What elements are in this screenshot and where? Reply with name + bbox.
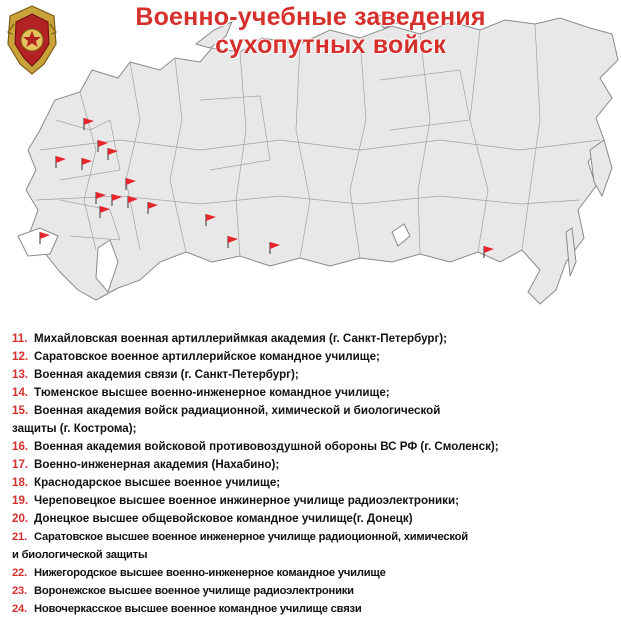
item-number: 17. xyxy=(12,458,29,471)
item-text-continuation: защиты (г. Кострома); xyxy=(12,422,137,435)
item-text: Михайловская военная артиллериймкая академия (г. Санкт-Петербург); xyxy=(34,332,448,345)
list-item xyxy=(0,528,621,564)
item-text: Череповецкое высшее военное инжинерное училище радиоэлектроники; xyxy=(34,494,459,507)
item-text: Донецкое высшее общевойсковое командное училище(г. Донецк) xyxy=(34,512,413,525)
item-number: 18. xyxy=(12,476,29,489)
page-title-line-1: Военно-учебные заведения xyxy=(135,3,486,31)
list-item xyxy=(0,384,621,402)
item-number: 11. xyxy=(12,332,28,345)
item-text: Военная академия связи (г. Санкт-Петербург); xyxy=(34,368,299,381)
item-text: Новочеркасское высшее военное командное училище связи xyxy=(34,603,362,615)
list-item xyxy=(0,564,621,582)
schools-list xyxy=(0,330,621,618)
list-item xyxy=(0,600,621,618)
item-number: 12. xyxy=(12,350,29,363)
item-text-continuation: и биологической защиты xyxy=(12,549,148,561)
item-text: Военная академия войсковой противовоздушной обороны ВС РФ (г. Смоленск); xyxy=(34,440,499,453)
item-number: 22. xyxy=(12,567,27,579)
item-number: 21. xyxy=(12,531,27,543)
item-text: Саратовское военное артиллерийское командное училище; xyxy=(34,350,380,363)
item-number: 20. xyxy=(12,512,29,525)
item-text: Тюменское высшее военно-инженерное командное училище; xyxy=(34,386,390,399)
list-item xyxy=(0,456,621,474)
page-title-line-2: сухопутных войск xyxy=(215,31,446,59)
item-number: 14. xyxy=(12,386,29,399)
item-text: Военно-инженерная академия (Нахабино); xyxy=(34,458,280,471)
list-item xyxy=(0,366,621,384)
item-number: 23. xyxy=(12,585,27,597)
list-item xyxy=(0,402,621,438)
list-item xyxy=(0,474,621,492)
item-number: 24. xyxy=(12,603,27,615)
list-item xyxy=(0,348,621,366)
item-number: 13. xyxy=(12,368,29,381)
list-item xyxy=(0,330,621,348)
list-item xyxy=(0,492,621,510)
item-text: Воронежское высшее военное училище радиоэлектроники xyxy=(34,585,354,597)
list-item xyxy=(0,582,621,600)
item-number: 16. xyxy=(12,440,29,453)
item-text: Военная академия войск радиационной, химической и биологической xyxy=(34,404,441,417)
item-text: Краснодарское высшее военное училище; xyxy=(34,476,281,489)
item-text: Саратовское высшее военное инженерное училище радиоционной, химической xyxy=(34,531,468,543)
item-number: 15. xyxy=(12,404,29,417)
list-item xyxy=(0,510,621,528)
item-number: 19. xyxy=(12,494,29,507)
item-text: Нижегородское высшее военно-инженерное командное училище xyxy=(34,567,386,579)
list-item xyxy=(0,438,621,456)
